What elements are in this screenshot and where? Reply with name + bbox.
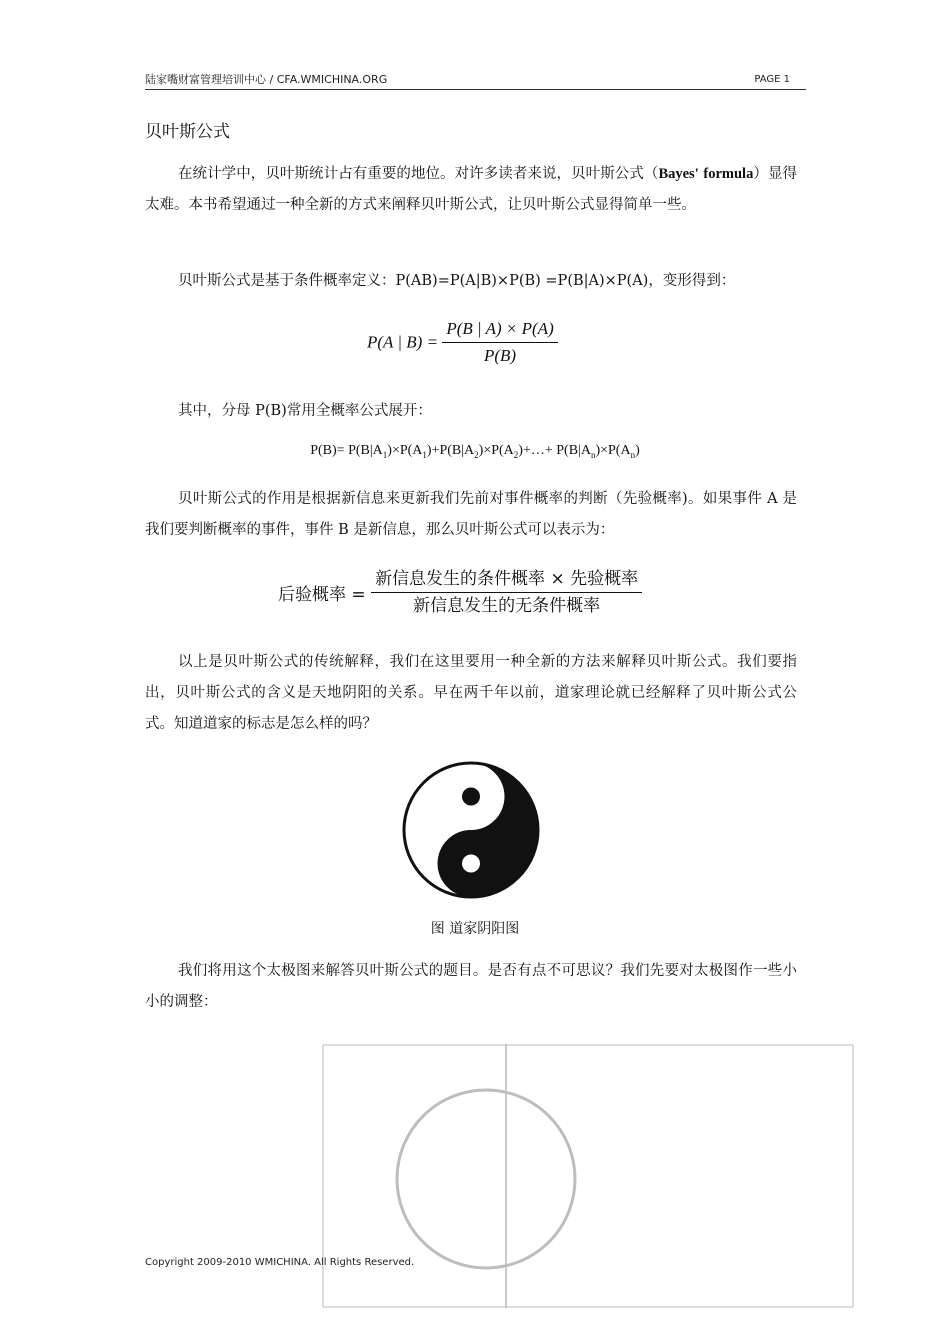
figure-caption: 图 道家阴阳图: [430, 921, 520, 937]
paragraph-purpose: 贝叶斯公式的作用是根据新信息来更新我们先前对事件概率的判断（先验概率)。如果事件 A 是我们要判断概率的事件，事件 B 是新信息，那么贝叶斯公式可以表示为：: [145, 491, 797, 538]
intro-text-a: 在统计学中，贝叶斯统计占有重要的地位。对许多读者来说，贝叶斯公式（: [178, 166, 659, 182]
section-title: 贝叶斯公式: [145, 122, 230, 142]
paragraph-definition: 贝叶斯公式是基于条件概率定义：P(AB)=P(A|B)×P(B) =P(B|A)×P(A)，变形得到：: [178, 273, 736, 289]
posterior-formula: [278, 566, 642, 619]
copyright-footer: Copyright 2009-2010 WMICHINA. All Rights Reserved.: [145, 1257, 415, 1268]
posterior-fraction: [371, 566, 642, 619]
posterior-numerator: 新信息发生的条件概率 × 先验概率: [371, 566, 642, 593]
total-probability-formula: $P(B)= P(B|A_1)\times P(A_1)+P(B|A_2)\times P(A_2)+\dots+ P(B|A_n)\times P(A_n)$: [310, 443, 640, 460]
intro-bold-a: Bayes': [658, 166, 699, 182]
formula-numerator: P(B | A) × P(A): [442, 316, 557, 343]
paragraph-adjust: 我们将用这个太极图来解答贝叶斯公式的题目。是否有点不可思议？我们先要对太极图作一些小小的调整：: [145, 963, 797, 1010]
posterior-lhs: 后验概率 =: [278, 585, 366, 605]
header-rule: [145, 89, 806, 90]
header-site: 陆家嘴财富管理培训中心 / CFA.WMICHINA.ORG: [145, 73, 388, 86]
adjusted-taiji-diagram: [322, 1044, 854, 1308]
paragraph-denominator: 其中，分母 P(B)常用全概率公式展开：: [178, 403, 432, 419]
formula-fraction: [442, 316, 557, 369]
formula-denominator: P(B): [483, 346, 517, 365]
paragraph-intro: [145, 159, 797, 221]
formula-lhs: P(A | B) =: [367, 332, 439, 352]
yin-yang-icon: [401, 760, 541, 900]
page-number: PAGE 1: [754, 74, 790, 85]
bayes-formula: [367, 316, 558, 369]
paragraph-tradition: 以上是贝叶斯公式的传统解释，我们在这里要用一种全新的方法来解释贝叶斯公式。我们要指出，贝叶斯公式的含义是天地阴阳的关系。早在两千年以前，道家理论就已经解释了贝叶斯公式公式。知道道家的标志是怎么样的吗？: [145, 654, 797, 732]
posterior-denominator: 新信息发生的无条件概率: [413, 596, 601, 616]
intro-bold-b: formula: [703, 166, 754, 182]
intro-text-b: ）显得太难。本书希望通过一种全新的方式来阐释贝叶斯公式，让贝叶斯公式显得简单一些。: [145, 166, 798, 213]
